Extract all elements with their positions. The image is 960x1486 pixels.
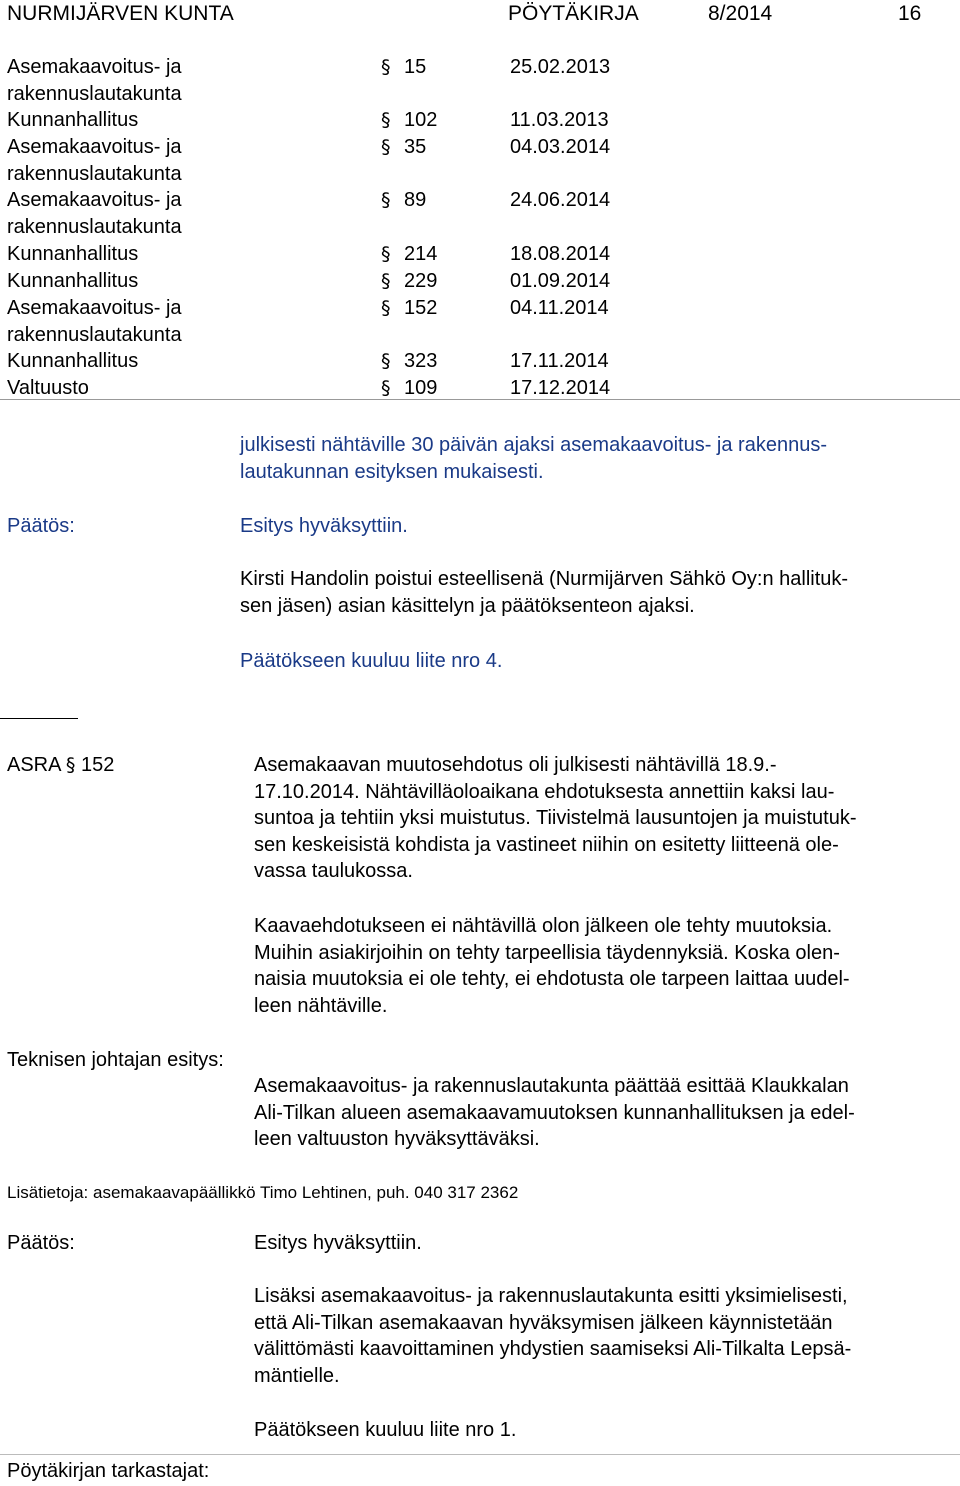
- text-line: naisia muutoksia ei ole tehty, ei ehdotusta ole tarpeen laittaa uudel-: [254, 968, 850, 991]
- page-number: 16: [898, 2, 922, 25]
- prev-continuation: [240, 432, 954, 485]
- text-line: Asemakaavan muutosehdotus oli julkisesti nähtävillä 18.9.-: [254, 754, 777, 776]
- org-name: NURMIJÄRVEN KUNTA: [7, 2, 234, 25]
- attachment-note: Päätökseen kuuluu liite nro 4.: [240, 650, 503, 672]
- history-body: Kunnanhallitus: [7, 350, 139, 372]
- history-divider: [0, 399, 960, 400]
- history-date: 18.08.2014: [510, 243, 611, 265]
- history-body: Asemakaavoitus- ja: [7, 56, 182, 78]
- history-body: Kunnanhallitus: [7, 270, 139, 292]
- text-line: 17.10.2014. Nähtävilläoloaikana ehdotuksesta annettiin kaksi lau-: [254, 780, 835, 803]
- section-number: 152: [80, 754, 115, 776]
- history-body: Kunnanhallitus: [7, 109, 139, 131]
- history-date: 17.12.2014: [510, 377, 611, 399]
- contact-info: Lisätietoja: asemakaavapäällikkö Timo Lehtinen, puh. 040 317 2362: [7, 1183, 519, 1202]
- text-line: Kaavaehdotukseen ei nähtävillä olon jälkeen ole tehty muutoksia.: [254, 915, 833, 937]
- history-body: rakennuslautakunta: [7, 82, 182, 105]
- history-number: 89: [404, 189, 427, 211]
- text-line: leen nähtäville.: [254, 994, 388, 1017]
- history-number: 109: [404, 377, 438, 399]
- decision-label: Päätös:: [7, 515, 75, 537]
- decision-text: Esitys hyväksyttiin.: [240, 515, 408, 537]
- text-line: mäntielle.: [254, 1364, 340, 1387]
- disqualification-note: [240, 566, 954, 619]
- history-date: 01.09.2014: [510, 270, 611, 292]
- history-date: 24.06.2014: [510, 189, 611, 211]
- section-sign: §: [381, 136, 391, 158]
- doc-type: PÖYTÄKIRJA: [508, 2, 639, 25]
- section-sign: §: [65, 754, 76, 776]
- text-line: sen keskeisistä kohdista ja vastineet niihin on esitetty liitteenä ole-: [254, 833, 839, 856]
- text-line: että Ali-Tilkan asemakaavan hyväksymisen jälkeen käynnistetään: [254, 1311, 833, 1334]
- section-label: [7, 752, 114, 778]
- history-number: 323: [404, 350, 438, 372]
- text-line: Muihin asiakirjoihin on tehty tarpeellisia täydennyksiä. Koska olen-: [254, 941, 840, 964]
- history-body: Asemakaavoitus- ja: [7, 136, 182, 158]
- history-date: 17.11.2014: [510, 350, 609, 372]
- proposal-text: [254, 1073, 954, 1153]
- section-sign: §: [381, 56, 391, 78]
- text-line: suntoa ja tehtiin yksi muistutus. Tiivistelmä lausuntojen ja muistutuk-: [254, 807, 857, 830]
- history-body: Kunnanhallitus: [7, 243, 139, 265]
- section-sign: §: [381, 109, 391, 131]
- doc-number: 8/2014: [708, 2, 773, 25]
- text-line: Kirsti Handolin poistui esteellisenä (Nurmijärven Sähkö Oy:n hallituk-: [240, 568, 849, 590]
- text-line: lautakunnan esityksen mukaisesti.: [240, 460, 544, 483]
- history-number: 152: [404, 297, 438, 319]
- section-sign: §: [381, 350, 391, 372]
- history-number: 214: [404, 243, 438, 265]
- history-number: 15: [404, 56, 427, 78]
- history-date: 04.11.2014: [510, 297, 609, 319]
- section-sign: §: [381, 377, 391, 399]
- decision-label: Päätös:: [7, 1232, 75, 1254]
- history-date: 04.03.2014: [510, 136, 611, 158]
- text-line: Asemakaavoitus- ja rakennuslautakunta päättää esittää Klaukkalan: [254, 1075, 849, 1097]
- section-separator: [0, 718, 78, 719]
- history-body: Asemakaavoitus- ja: [7, 189, 182, 211]
- history-date: 11.03.2013: [510, 109, 609, 131]
- section-prefix: ASRA: [7, 754, 61, 776]
- text-line: leen valtuuston hyväksyttäväksi.: [254, 1128, 540, 1151]
- history-body: rakennuslautakunta: [7, 162, 182, 185]
- section-sign: §: [381, 189, 391, 211]
- history-number: 102: [404, 109, 438, 131]
- section-sign: §: [381, 243, 391, 265]
- history-number: 35: [404, 136, 427, 158]
- section-sign: §: [381, 270, 391, 292]
- asra-paragraph-1: [254, 752, 954, 885]
- proposal-label: Teknisen johtajan esitys:: [7, 1049, 224, 1071]
- text-line: julkisesti nähtäville 30 päivän ajaksi asemakaavoitus- ja rakennus-: [240, 434, 827, 456]
- footer-divider: [0, 1454, 960, 1455]
- history-body: rakennuslautakunta: [7, 323, 182, 346]
- history-body: rakennuslautakunta: [7, 215, 182, 238]
- text-line: Ali-Tilkan alueen asemakaavamuutoksen kunnanhallituksen ja edel-: [254, 1101, 855, 1124]
- additional-decision: [254, 1283, 954, 1389]
- reviewers-label: Pöytäkirjan tarkastajat:: [7, 1460, 210, 1482]
- history-body: Asemakaavoitus- ja: [7, 297, 182, 319]
- text-line: sen jäsen) asian käsittelyn ja päätöksenteon ajaksi.: [240, 594, 695, 617]
- history-date: 25.02.2013: [510, 56, 611, 78]
- decision-text: Esitys hyväksyttiin.: [254, 1232, 422, 1254]
- attachment-note: Päätökseen kuuluu liite nro 1.: [254, 1419, 517, 1441]
- history-body: Valtuusto: [7, 377, 89, 399]
- history-number: 229: [404, 270, 438, 292]
- section-sign: §: [381, 297, 391, 319]
- text-line: välittömästi kaavoittaminen yhdystien saamiseksi Ali-Tilkalta Lepsä-: [254, 1338, 852, 1361]
- text-line: Lisäksi asemakaavoitus- ja rakennuslautakunta esitti yksimielisesti,: [254, 1285, 848, 1307]
- asra-paragraph-2: [254, 913, 954, 1019]
- text-line: vassa taulukossa.: [254, 860, 413, 883]
